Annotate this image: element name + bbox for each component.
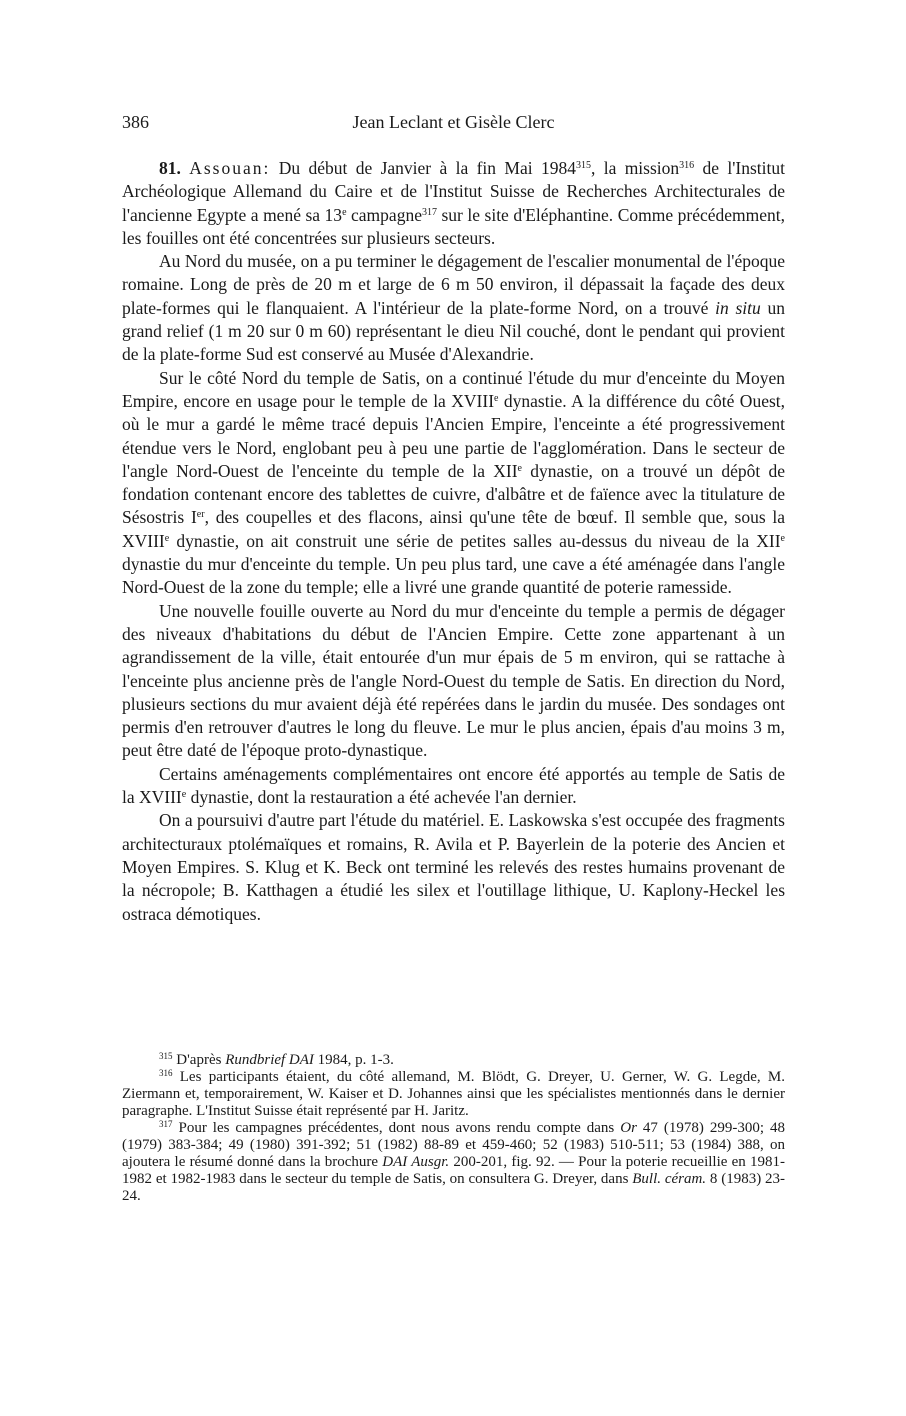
- text-run: 1984, p. 1-3.: [313, 1052, 394, 1068]
- paragraph-5: [122, 763, 785, 810]
- italic-text: in situ: [715, 297, 761, 318]
- footnote-mark: 317: [159, 1119, 173, 1129]
- text-run: Certains aménagements complémentaires ont encore été apportés au temple de Satis de la XVIII: [122, 763, 785, 808]
- italic-text: Rundbrief DAI: [225, 1052, 314, 1068]
- text-run: de l'Institut Archéologique Allemand du Caire et de l'Institut Suisse de Recherches Architecturales de l'ancienne Egypte a mené sa 13: [122, 158, 785, 225]
- text-run: Sur le côté Nord du temple de Satis, on a continué l'étude du mur d'enceinte du Moyen Empire, encore en usage pour le temple de la XVIII: [122, 367, 785, 411]
- text-run: Au Nord du musée, on a pu terminer le dégagement de l'escalier monumental de l'époque romaine. Long de près de 20 m et large de 6 m 50 environ, il dépassait la façade des deux plate-formes qui le flanquaient. A l'intérieur de la plate-forme Nord, on a trouvé: [122, 251, 785, 318]
- footnotes: [122, 1052, 785, 1205]
- page-number: 386: [122, 112, 149, 132]
- text-run: dynastie, on a trouvé un dépôt de fondation contenant encore des tablettes de cuivre, d'albâtre et de faïence avec la titulature de Sésostris I: [122, 460, 785, 528]
- text-run: , la mission: [590, 158, 680, 178]
- superscript: e: [517, 462, 522, 474]
- paragraph-4: Une nouvelle fouille ouverte au Nord du mur d'enceinte du temple a permis de dégager des niveaux d'habitations du début de l'Ancien Empire. Cette zone appartenant à un agrandissement de la ville, était entourée d'un mur épais de 5 m environ, qui se rattache à l'enceinte plus ancienne près de l'angle Nord-Ouest du temple de Satis. En direction du Nord, plusieurs sections du mur avaient déjà été repérées dans le jardin du musée. Des sondages ont permis d'en retrouver d'autres le long du fleuve. Le mur le plus ancien, épais d'au moins 3 m, peut être daté de l'époque proto-dynastique.: [122, 600, 785, 761]
- text-run: dynastie, on ait construit une série de petites salles au-dessus du niveau de la XII: [169, 530, 781, 551]
- paragraph-1: [122, 157, 785, 250]
- footnote-315: [122, 1052, 785, 1069]
- italic-text: DAI Ausgr.: [382, 1154, 450, 1170]
- text-run: 200-201, fig. 92. — Pour la poterie recueillie en 1981-1982 et 1982-1983 dans le secteur du temple de Satis, on consultera G. Dreyer, dans: [122, 1154, 785, 1187]
- footnote-316: [122, 1069, 785, 1120]
- text-run: Du début de Janvier à la fin Mai 1984: [278, 158, 576, 178]
- paragraph-3: [122, 367, 785, 600]
- superscript: er: [196, 509, 205, 521]
- text-run: Les participants étaient, du côté allemand, M. Blödt, G. Dreyer, U. Gerner, W. G. Legde, M. Ziermann et, temporairement, W. Kaiser et D. Johannes ainsi que les spécialistes mentionnés dans le dernier paragraphe. L'Institut Suisse était représenté par H. Jaritz.: [122, 1069, 785, 1119]
- footnote-mark: 316: [159, 1068, 173, 1078]
- footnote-ref-315: 315: [575, 160, 591, 171]
- paragraph-6: On a poursuivi d'autre part l'étude du matériel. E. Laskowska s'est occupée des fragments architecturaux ptolémaïques et romains, R. Avila et P. Bayerlein de la poterie des Ancien et Moyen Empires. S. Klug et K. Beck ont terminé les relevés des restes humains provenant de la nécropole; B. Katthagen a étudié les silex et l'outillage lithique, U. Kaplony-Heckel les ostraca démotiques.: [122, 810, 785, 924]
- text-run: Pour les campagnes précédentes, dont nous avons rendu compte dans: [172, 1120, 621, 1136]
- text-run: 47 (1978) 299-300; 48 (1979) 383-384; 49 (1980) 391-392; 51 (1982) 88-89 et 459-460; 52 (1983) 510-511; 53 (1984) 388, on ajoutera le résumé donné dans la brochure: [122, 1120, 785, 1170]
- superscript: e: [181, 789, 187, 801]
- text-run: 8 (1983) 23-24.: [122, 1171, 785, 1204]
- footnote-mark: 315: [159, 1051, 173, 1061]
- superscript: e: [780, 532, 785, 544]
- text-run: un grand relief (1 m 20 sur 0 m 60) représentant le dieu Nil couché, dont le pendant qui provient de la plate-forme Sud est conservé au Musée d'Alexandrie.: [122, 297, 785, 365]
- text-run: dynastie, dont la restauration a été achevée l'an dernier.: [186, 787, 577, 808]
- footnote-ref-317: 317: [421, 206, 437, 218]
- running-head: Jean Leclant et Gisèle Clerc: [352, 112, 555, 132]
- text-run: campagne: [346, 204, 422, 225]
- text-run: D'après: [172, 1052, 226, 1068]
- text-run: , des coupelles et des flacons, ainsi qu'une tête de bœuf. Il semble que, sous la XVIII: [122, 507, 785, 551]
- text-run: dynastie du mur d'enceinte du temple. Un peu plus tard, une cave a été aménagée dans l'angle Nord-Ouest de la zone du temple; elle a livré une grande quantité de poterie ramesside.: [122, 554, 785, 598]
- text-run: sur le site d'Eléphantine. Comme précédemment, les fouilles ont été concentrées sur plusieurs secteurs.: [122, 204, 785, 248]
- footnote-ref-316: 316: [679, 160, 695, 171]
- superscript: e: [342, 206, 347, 218]
- superscript: e: [164, 532, 170, 544]
- superscript: e: [494, 392, 499, 404]
- section-place: Assouan:: [189, 158, 271, 178]
- paragraph-2: [122, 250, 785, 366]
- italic-text: Bull. céram.: [632, 1171, 707, 1187]
- section-number: 81.: [159, 158, 181, 178]
- text-run: dynastie. A la différence du côté Ouest, où le mur a gardé le même tracé depuis l'Ancien Empire, l'enceinte a été progressivement étendue vers le Nord, englobant peu à peu une partie de l'agglomération. Dans le secteur de l'angle Nord-Ouest de l'enceinte du temple de la XII: [122, 390, 786, 481]
- italic-text: Or: [620, 1120, 637, 1136]
- page-header: [122, 112, 785, 140]
- footnote-317: [122, 1120, 785, 1205]
- main-text: [122, 157, 785, 926]
